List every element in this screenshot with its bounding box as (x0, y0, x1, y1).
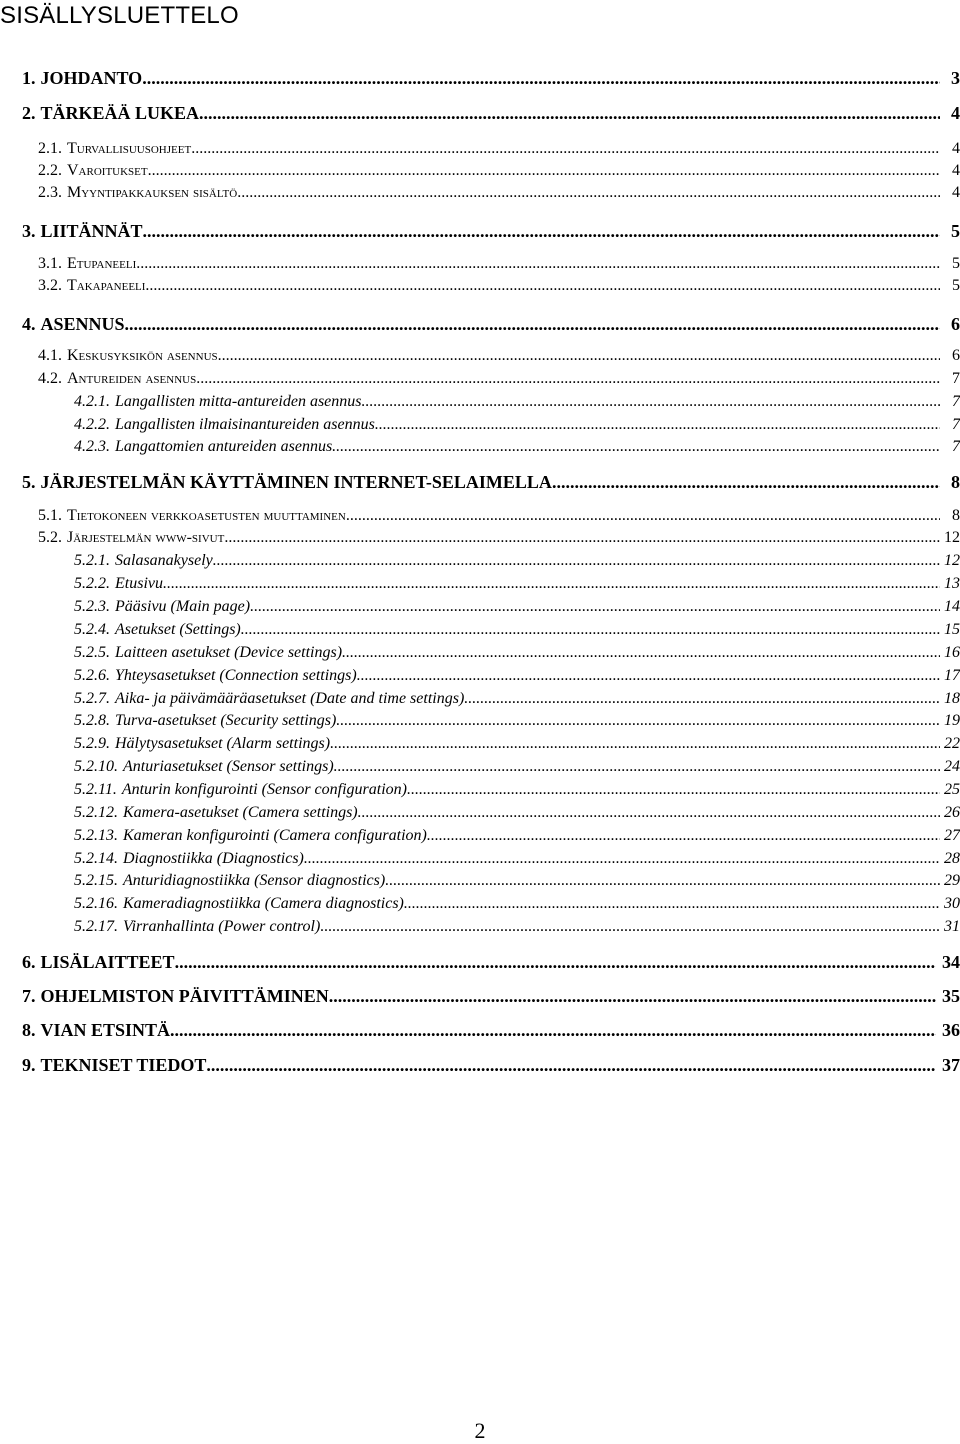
toc-entry-page: 34 (942, 952, 960, 972)
toc-entry-page: 17 (944, 667, 960, 684)
toc-entry-7[interactable] (22, 986, 960, 1008)
toc-entry-5-2-15[interactable] (74, 872, 960, 894)
toc-entry-page: 31 (944, 918, 960, 935)
toc-entry-5-2-16[interactable] (74, 895, 960, 917)
toc-entry-4-2-3[interactable] (74, 438, 960, 460)
toc-entry-page: 22 (944, 735, 960, 752)
toc-entry-number: 5.2.10. (74, 758, 118, 775)
toc-entry-number: 5.2.2. (74, 575, 110, 592)
toc-entry-page: 4 (951, 103, 960, 123)
toc-entry-4-1[interactable] (38, 347, 960, 369)
toc-leader-dots (320, 918, 940, 936)
toc-entry-2[interactable] (22, 103, 960, 125)
toc-entry-2-1[interactable] (38, 140, 960, 162)
toc-entry-5-2-10[interactable] (74, 758, 960, 780)
toc-entry-text: LISÄLAITTEET (40, 952, 175, 972)
toc-entry-number: 5.2.7. (74, 690, 110, 707)
toc-leader-dots (196, 370, 940, 388)
toc-leader-dots (143, 221, 940, 242)
toc-entry-number: 2.3. (38, 184, 62, 201)
toc-leader-dots (330, 735, 940, 753)
toc-entry-page: 28 (944, 850, 960, 867)
toc-entry-text: ASENNUS (40, 314, 125, 334)
toc-entry-5-2-14[interactable] (74, 850, 960, 872)
toc-entry-page: 25 (944, 781, 960, 798)
toc-entry-text: Salasanakysely (115, 552, 213, 569)
toc-leader-dots (136, 255, 940, 273)
toc-entry-2-3[interactable] (38, 184, 960, 206)
toc-entry-text: Anturiasetukset (Sensor settings) (123, 758, 334, 775)
toc-leader-dots (125, 314, 940, 335)
toc-entry-text: JÄRJESTELMÄN KÄYTTÄMINEN INTERNET-SELAIMELLA (40, 472, 552, 492)
toc-entry-number: 4. (22, 314, 36, 334)
toc-entry-page: 37 (942, 1055, 960, 1075)
toc-entry-number: 5.2.1. (74, 552, 110, 569)
toc-entry-text: Pääsivu (Main page) (115, 598, 251, 615)
toc-leader-dots (213, 552, 940, 570)
toc-leader-dots (427, 827, 940, 845)
toc-entry-number: 5.1. (38, 507, 62, 524)
toc-entry-number: 3. (22, 221, 36, 241)
toc-leader-dots (218, 347, 940, 365)
toc-entry-text: Turvallisuusohjeet (67, 140, 192, 157)
toc-entry-text: TÄRKEÄÄ LUKEA (40, 103, 200, 123)
toc-leader-dots (148, 162, 940, 180)
toc-entry-9[interactable] (22, 1055, 960, 1077)
toc-leader-dots (552, 472, 940, 493)
toc-entry-text: Langallisten mitta-antureiden asennus (115, 393, 362, 410)
toc-entry-page: 26 (944, 804, 960, 821)
toc-entry-text: OHJELMISTON PÄIVITTÄMINEN (40, 986, 329, 1006)
toc-leader-dots (250, 598, 940, 616)
toc-leader-dots (191, 140, 940, 158)
page-number: 2 (474, 1418, 486, 1443)
toc-leader-dots (407, 781, 940, 799)
toc-entry-text: Anturin konfigurointi (Sensor configuration) (121, 781, 407, 798)
toc-entry-number: 4.2. (38, 370, 62, 387)
toc-entry-5-2-7[interactable] (74, 690, 960, 712)
toc-entry-text: Hälytysasetukset (Alarm settings) (115, 735, 331, 752)
toc-entry-text: LIITÄNNÄT (40, 221, 143, 241)
toc-entry-number: 9. (22, 1055, 36, 1075)
toc-entry-text: Virranhallinta (Power control) (123, 918, 321, 935)
toc-entry-5-2[interactable] (38, 529, 960, 551)
toc-entry-page: 4 (952, 162, 960, 179)
toc-leader-dots (404, 895, 940, 913)
toc-leader-dots (464, 690, 940, 708)
toc-entry-page: 30 (944, 895, 960, 912)
toc-entry-page: 5 (952, 255, 960, 272)
toc-entry-5-2-3[interactable] (74, 598, 960, 620)
toc-entry-number: 5.2.3. (74, 598, 110, 615)
toc-entry-5-2-2[interactable] (74, 575, 960, 597)
toc-entry-page: 12 (944, 529, 960, 546)
toc-entry-page: 35 (942, 986, 960, 1006)
toc-entry-number: 5.2.13. (74, 827, 118, 844)
toc-entry-number: 5.2.15. (74, 872, 118, 889)
toc-entry-page: 14 (944, 598, 960, 615)
toc-entry-number: 1. (22, 68, 36, 88)
toc-entry-number: 5.2.4. (74, 621, 110, 638)
toc-entry-number: 4.1. (38, 347, 62, 364)
toc-entry-number: 2.2. (38, 162, 62, 179)
toc-entry-text: Antureiden asennus (67, 370, 197, 387)
toc-entry-text: JOHDANTO (40, 68, 143, 88)
toc-entry-text: Langattomien antureiden asennus (115, 438, 333, 455)
toc-entry-page: 7 (952, 438, 960, 455)
toc-entry-page: 7 (952, 416, 960, 433)
toc-entry-5-2-9[interactable] (74, 735, 960, 757)
toc-leader-dots (199, 103, 940, 124)
toc-entry-page: 13 (944, 575, 960, 592)
toc-entry-number: 5.2.16. (74, 895, 118, 912)
toc-entry-page: 27 (944, 827, 960, 844)
toc-entry-page: 24 (944, 758, 960, 775)
toc-entry-5-2-11[interactable] (74, 781, 960, 803)
toc-entry-page: 7 (952, 393, 960, 410)
toc-entry-5-2-13[interactable] (74, 827, 960, 849)
toc-leader-dots (170, 1020, 936, 1041)
toc-entry-page: 29 (944, 872, 960, 889)
toc-entry-number: 2.1. (38, 140, 62, 157)
toc-entry-4-2[interactable] (38, 370, 960, 392)
toc-entry-text: TEKNISET TIEDOT (40, 1055, 207, 1075)
toc-entry-text: Kameradiagnostiikka (Camera diagnostics) (123, 895, 404, 912)
toc-entry-page: 6 (951, 314, 960, 334)
toc-entry-text: Anturidiagnostiikka (Sensor diagnostics) (123, 872, 386, 889)
toc-entry-number: 4.2.1. (74, 393, 110, 410)
toc-entry-number: 5. (22, 472, 36, 492)
toc-entry-number: 3.1. (38, 255, 62, 272)
toc-entry-page: 18 (944, 690, 960, 707)
toc-leader-dots (224, 529, 940, 547)
toc-entry-number: 5.2.11. (74, 781, 117, 798)
toc-entry-number: 5.2.6. (74, 667, 110, 684)
toc-leader-dots (334, 758, 940, 776)
toc-leader-dots (375, 416, 940, 434)
toc-entry-page: 7 (952, 370, 960, 387)
toc-entry-text: Diagnostiikka (Diagnostics) (123, 850, 304, 867)
toc-entry-5-2-17[interactable] (74, 918, 960, 940)
toc-leader-dots (336, 712, 940, 730)
toc-entry-text: Aika- ja päivämääräasetukset (Date and time settings) (115, 690, 465, 707)
toc-leader-dots (145, 277, 940, 295)
toc-entry-5-2-6[interactable] (74, 667, 960, 689)
toc-entry-text: Keskusyksikön asennus (67, 347, 218, 364)
toc-leader-dots (329, 986, 936, 1007)
toc-entry-page: 16 (944, 644, 960, 661)
toc-entry-text: Järjestelmän www-sivut (67, 529, 225, 546)
toc-entry-1[interactable] (22, 68, 960, 90)
toc-entry-number: 5.2.14. (74, 850, 118, 867)
toc-entry-number: 5.2.17. (74, 918, 118, 935)
toc-entry-number: 5.2.9. (74, 735, 110, 752)
page-title: SISÄLLYSLUETTELO (0, 2, 239, 29)
toc-entry-page: 3 (951, 68, 960, 88)
toc-entry-3-2[interactable] (38, 277, 960, 299)
toc-entry-page: 4 (952, 184, 960, 201)
toc-entry-number: 5.2.5. (74, 644, 110, 661)
toc-entry-3[interactable] (22, 221, 960, 243)
toc-entry-number: 5.2. (38, 529, 62, 546)
toc-entry-page: 4 (952, 140, 960, 157)
toc-entry-8[interactable] (22, 1020, 960, 1042)
toc-leader-dots (304, 850, 940, 868)
toc-entry-text: Tietokoneen verkkoasetusten muuttaminen (67, 507, 346, 524)
toc-entry-number: 7. (22, 986, 36, 1006)
toc-entry-4-2-2[interactable] (74, 416, 960, 438)
toc-leader-dots (358, 804, 940, 822)
toc-leader-dots (237, 184, 940, 202)
toc-entry-page: 6 (952, 347, 960, 364)
toc-entry-page: 15 (944, 621, 960, 638)
toc-entry-text: Yhteysasetukset (Connection settings) (115, 667, 357, 684)
toc-entry-number: 8. (22, 1020, 36, 1040)
toc-entry-number: 4.2.2. (74, 416, 110, 433)
toc-entry-5-2-1[interactable] (74, 552, 960, 574)
toc-entry-text: Takapaneeli (67, 277, 146, 294)
toc-entry-page: 8 (952, 507, 960, 524)
toc-entry-5-2-4[interactable] (74, 621, 960, 643)
toc-leader-dots (357, 667, 940, 685)
toc-entry-text: Etusivu (115, 575, 163, 592)
toc-entry-text: Kamera-asetukset (Camera settings) (123, 804, 358, 821)
toc-entry-number: 5.2.8. (74, 712, 110, 729)
toc-entry-text: VIAN ETSINTÄ (40, 1020, 171, 1040)
toc-entry-number: 3.2. (38, 277, 62, 294)
toc-entry-5[interactable] (22, 472, 960, 494)
toc-entry-page: 8 (951, 472, 960, 492)
toc-entry-text: Myyntipakkauksen sisältö (67, 184, 238, 201)
toc-entry-text: Varoitukset (67, 162, 148, 179)
toc-entry-text: Etupaneeli (67, 255, 137, 272)
toc-entry-text: Turva-asetukset (Security settings) (115, 712, 337, 729)
toc-entry-2-2[interactable] (38, 162, 960, 184)
toc-entry-4-2-1[interactable] (74, 393, 960, 415)
toc-entry-5-1[interactable] (38, 507, 960, 529)
toc-leader-dots (175, 952, 936, 973)
toc-entry-page: 5 (952, 277, 960, 294)
toc-leader-dots (206, 1055, 936, 1076)
toc-entry-text: Langallisten ilmaisinantureiden asennus (115, 416, 375, 433)
toc-entry-number: 6. (22, 952, 36, 972)
toc-leader-dots (241, 621, 940, 639)
toc-entry-page: 12 (944, 552, 960, 569)
toc-entry-page: 5 (951, 221, 960, 241)
toc-entry-3-1[interactable] (38, 255, 960, 277)
toc-entry-5-2-5[interactable] (74, 644, 960, 666)
toc-entry-5-2-8[interactable] (74, 712, 960, 734)
toc-leader-dots (342, 644, 940, 662)
toc-leader-dots (163, 575, 940, 593)
toc-entry-number: 5.2.12. (74, 804, 118, 821)
toc-entry-5-2-12[interactable] (74, 804, 960, 826)
toc-entry-6[interactable] (22, 952, 960, 974)
toc-entry-4[interactable] (22, 314, 960, 336)
toc-entry-text: Asetukset (Settings) (115, 621, 241, 638)
toc-leader-dots (385, 872, 940, 890)
toc-entry-number: 2. (22, 103, 36, 123)
toc-leader-dots (142, 68, 940, 89)
toc-leader-dots (362, 393, 940, 411)
toc-entry-text: Laitteen asetukset (Device settings) (115, 644, 343, 661)
toc-entry-number: 4.2.3. (74, 438, 110, 455)
toc-entry-text: Kameran konfigurointi (Camera configuration) (123, 827, 427, 844)
toc-leader-dots (346, 507, 940, 525)
toc-leader-dots (332, 438, 940, 456)
toc-entry-page: 36 (942, 1020, 960, 1040)
toc-entry-page: 19 (944, 712, 960, 729)
